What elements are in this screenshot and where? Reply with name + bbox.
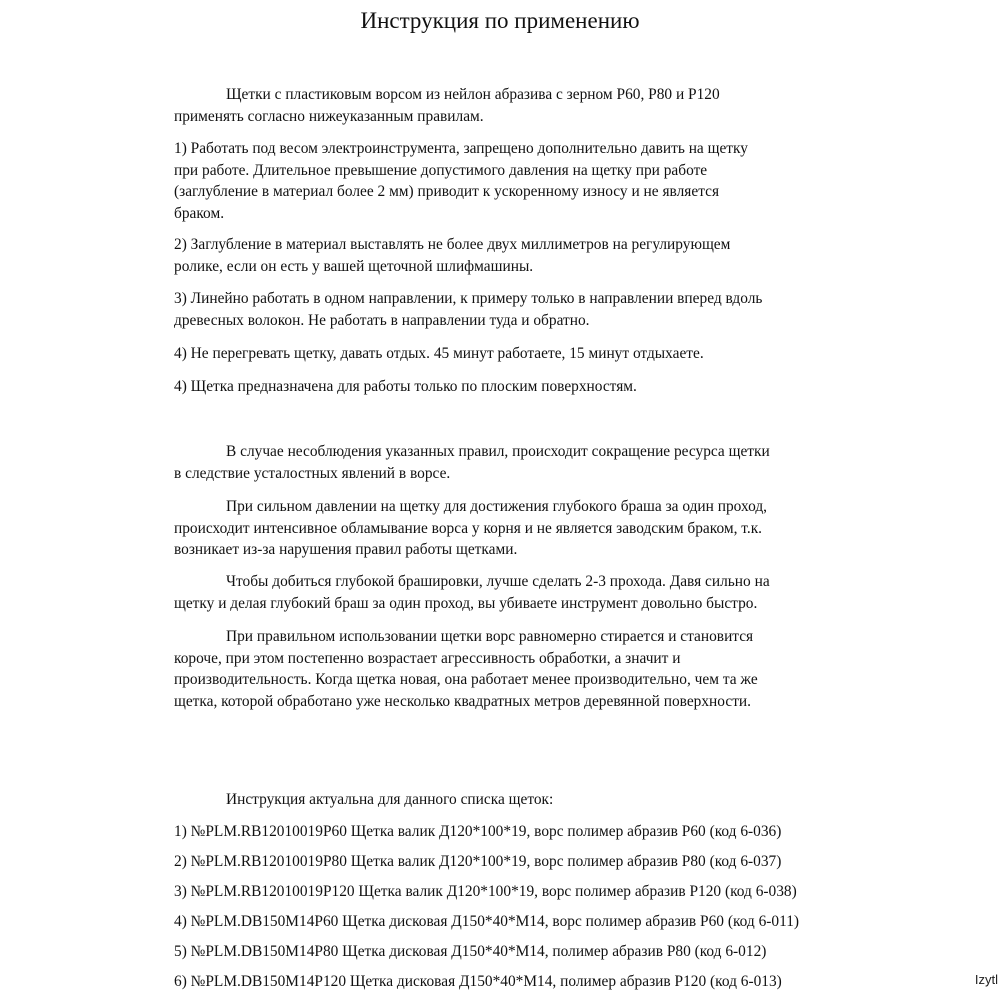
note-1 xyxy=(174,441,874,484)
text-line: браком. xyxy=(174,204,225,222)
text-line: ролике, если он есть у вашей щеточной шлифмашины. xyxy=(174,257,534,275)
rule-3 xyxy=(174,288,874,331)
product-item: 5) №PLM.DB150M14P80 Щетка дисковая Д150*40*M14, полимер абразив P80 (код 6-012) xyxy=(174,943,767,960)
text-line: щетку и делая глубокий браш за один проход, вы убиваете инструмент довольно быстро. xyxy=(174,594,758,612)
text-line: В случае несоблюдения указанных правил, происходит сокращение ресурса щетки xyxy=(226,443,770,460)
note-4 xyxy=(174,626,874,712)
text-line: Чтобы добиться глубокой брашировки, лучше сделать 2-3 прохода. Давя сильно на xyxy=(226,573,770,590)
intro-paragraph xyxy=(174,84,874,127)
note-2 xyxy=(174,496,874,561)
text-line: При сильном давлении на щетку для достижения глубокого браша за один проход, xyxy=(226,498,768,515)
text-line: производительность. Когда щетка новая, она работает менее производительно, чем та же xyxy=(174,671,758,688)
text-line: Щетки с пластиковым ворсом из нейлон абразива с зерном P60, P80 и P120 xyxy=(226,86,720,103)
page-title: Инструкция по применению xyxy=(360,8,640,33)
text-line: короче, при этом постепенно возрастает агрессивность обработки, а значит и xyxy=(174,649,681,667)
text-line: 1) Работать под весом электроинструмента, запрещено дополнительно давить на щетку xyxy=(174,140,748,157)
note-3 xyxy=(174,571,874,614)
text-line: 2) Заглубление в материал выставлять не более двух миллиметров на регулирующем xyxy=(174,236,731,253)
rule-5 xyxy=(174,376,874,398)
text-line: щетка, которой обработано уже несколько квадратных метров деревянной поверхности. xyxy=(174,692,752,710)
product-item: 1) №PLM.RB12010019P60 Щетка валик Д120*100*19, ворс полимер абразив P60 (код 6-036) xyxy=(174,823,782,840)
list-intro xyxy=(174,789,874,811)
text-line: (заглубление в материал более 2 мм) приводит к ускоренному износу и не является xyxy=(174,183,720,200)
text-line: применять согласно нижеуказанным правилам. xyxy=(174,107,484,125)
text-line: в следствие усталостных явлений в ворсе. xyxy=(174,464,451,482)
text-line: происходит интенсивное обламывание ворса у корня и не является заводским браком, т.к. xyxy=(174,519,763,537)
rule-1 xyxy=(174,138,874,224)
text-line: При правильном использовании щетки ворс равномерно стирается и становится xyxy=(226,628,754,645)
rule-4 xyxy=(174,343,874,365)
text-line: при работе. Длительное превышение допустимого давления на щетку при работе xyxy=(174,161,708,179)
text-line: Инструкция актуальна для данного списка щеток: xyxy=(226,791,554,808)
text-line: 3) Линейно работать в одном направлении, к примеру только в направлении вперед вдоль xyxy=(174,290,763,307)
text-line: 4) Щетка предназначена для работы только по плоским поверхностям. xyxy=(174,378,637,395)
text-line: возникает из-за нарушения правил работы щетками. xyxy=(174,541,518,558)
product-item: 3) №PLM.RB12010019P120 Щетка валик Д120*100*19, ворс полимер абразив P120 (код 6-038) xyxy=(174,883,797,900)
product-item: 4) №PLM.DB150M14P60 Щетка дисковая Д150*40*M14, ворс полимер абразив P60 (код 6-011) xyxy=(174,913,800,930)
text-line: 4) Не перегревать щетку, давать отдых. 45 минут работаете, 15 минут отдыхаете. xyxy=(174,345,704,362)
rule-2 xyxy=(174,234,874,277)
watermark-text: Izytl xyxy=(974,972,998,987)
text-line: древесных волокон. Не работать в направлении туда и обратно. xyxy=(174,311,590,329)
product-item: 6) №PLM.DB150M14P120 Щетка дисковая Д150*40*M14, полимер абразив P120 (код 6-013) xyxy=(174,973,782,990)
product-item: 2) №PLM.RB12010019P80 Щетка валик Д120*100*19, ворс полимер абразив P80 (код 6-037) xyxy=(174,853,782,870)
